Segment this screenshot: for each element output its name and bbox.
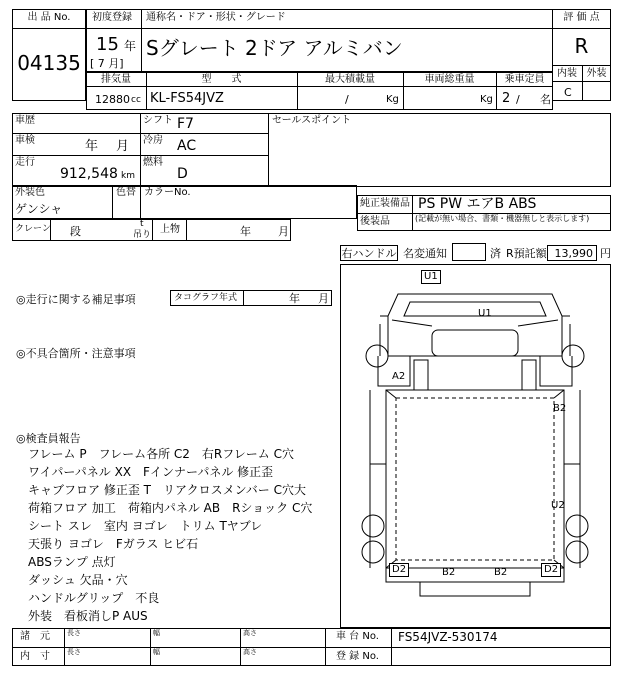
report-line: ハンドルグリップ 不良 (28, 591, 160, 605)
max-load-sep: / (345, 93, 349, 106)
interior-label: 内装 (557, 68, 577, 79)
displacement-unit: cc (131, 95, 141, 105)
color-change-label: 色替 (116, 187, 136, 198)
divider (412, 195, 413, 231)
mileage-value: 912,548 (60, 166, 118, 182)
mileage-unit: km (121, 171, 135, 181)
divider (243, 290, 244, 306)
damage-mark: B2 (442, 567, 456, 578)
report-line: フレーム P フレーム各所 C2 右Rフレーム C穴 (28, 447, 294, 461)
damage-mark: U2 (551, 500, 565, 511)
damage-mark: A2 (392, 371, 406, 382)
exterior-label: 外装 (586, 68, 607, 79)
tachograph-year: 年 (289, 292, 300, 305)
divider (240, 628, 241, 666)
crane-hook: 吊り (133, 230, 152, 240)
inspection-month: 月 (116, 139, 130, 154)
recycle-label: 済 (490, 247, 501, 260)
capacity-unit: 名 (540, 93, 551, 106)
chassis-label: 車 台 No. (336, 631, 379, 642)
gross-weight-unit: Kg (480, 94, 493, 105)
report-line: ワイパーパネル XX Fインナーパネル 修正歪 (28, 465, 274, 479)
inspector-report-label: ◎検査員報告 (16, 432, 81, 445)
handle-value: 右ハンドル (341, 247, 397, 260)
report-line: キャブフロア 修正歪 T リアクロスメンバー C穴大 (28, 483, 306, 497)
max-load-unit: Kg (386, 94, 399, 105)
damage-mark: D2 (389, 563, 409, 577)
divider (12, 647, 611, 648)
crane-ton: t (140, 219, 144, 229)
shift-label: シフト (143, 115, 173, 126)
divider (140, 185, 141, 219)
divider (86, 86, 553, 87)
max-load-label: 最大積載量 (325, 74, 375, 85)
registration-year-unit: 年 (124, 39, 137, 53)
model-name: Sグレート 2ドア アルミバン (146, 36, 403, 60)
width-label: 幅 (153, 648, 160, 656)
std-equipment-value: PS PW エアB ABS (418, 196, 537, 212)
divider (12, 155, 268, 156)
inspection-year: 年 (85, 139, 99, 154)
inspection-label: 車検 (15, 135, 35, 146)
mileage-label: 走行 (15, 157, 35, 168)
width-label: 幅 (153, 629, 160, 637)
fuel-value: D (177, 166, 188, 182)
divider (325, 628, 326, 666)
exterior-color-value: ゲンシャ (15, 202, 63, 216)
divider (391, 628, 392, 666)
aftermarket-label: 後装品 (360, 216, 390, 227)
shift-value: F7 (177, 116, 194, 132)
divider (12, 133, 268, 134)
divider (12, 28, 86, 29)
registration-month: [ 7 月] (90, 57, 124, 70)
sales-point-label: セールスポイント (272, 115, 352, 126)
divider (112, 185, 113, 219)
truck-diagram (340, 264, 611, 628)
recycle-fee-value: 13,990 (554, 247, 593, 260)
lot-number: 04135 (17, 51, 81, 75)
capacity-sep: / (516, 93, 520, 106)
report-line: ABSランプ 点灯 (28, 555, 116, 569)
name-change-box (452, 243, 486, 261)
damage-mark: U1 (478, 308, 492, 319)
damage-mark: B2 (553, 403, 567, 414)
length-label: 長さ (67, 629, 81, 637)
length-label: 長さ (67, 648, 81, 656)
displacement-value: 12880 (95, 93, 130, 106)
recycle-fee-label: R預託額 (506, 247, 547, 260)
divider (150, 628, 151, 666)
damage-mark: D2 (541, 563, 561, 577)
divider (64, 628, 65, 666)
damage-mark: B2 (494, 567, 508, 578)
score-label: 評 価 点 (563, 12, 600, 23)
lot-number-label: 出 品 No. (27, 12, 71, 23)
aftermarket-note: (記載が無い場合、書類・機器無しと表示します) (415, 214, 590, 223)
type-value: KL-FS54JVZ (150, 91, 224, 106)
registration-year: 15 (96, 34, 119, 55)
divider (186, 219, 187, 241)
defects-label: ◎不具合箇所・注意事項 (16, 347, 136, 360)
capacity-value: 2 (502, 91, 511, 106)
report-line: 荷箱フロア 加工 荷箱内パネル AB Rショック C穴 (28, 501, 313, 515)
inner-dims-label: 内 寸 (20, 651, 50, 662)
std-equipment-label: 純正装備品 (360, 198, 410, 209)
loading-label: 上物 (160, 224, 180, 235)
loading-year: 年 (240, 225, 251, 238)
specs-label: 諸 元 (20, 631, 50, 642)
ac-label: 冷房 (143, 135, 163, 146)
registration-number-label: 登 録 No. (336, 651, 379, 662)
height-label: 高さ (243, 629, 257, 637)
fuel-label: 燃料 (143, 157, 163, 168)
name-change-label: 名変通知 (403, 247, 447, 260)
loading-month: 月 (278, 225, 289, 238)
divider (140, 113, 141, 187)
supplement-label: ◎走行に関する補足事項 (16, 293, 136, 306)
color-code-label: カラーNo. (144, 187, 191, 198)
model-name-label: 通称名・ドア・形状・グレード (146, 12, 286, 23)
tachograph-label: タコグラフ年式 (174, 293, 238, 303)
height-label: 高さ (243, 648, 257, 656)
recycle-unit: 円 (600, 247, 611, 260)
divider (152, 219, 153, 241)
crane-stage: 段 (70, 225, 81, 238)
first-registration-label: 初度登録 (92, 12, 132, 23)
ac-value: AC (177, 138, 197, 154)
chassis-number: FS54JVZ-530174 (398, 630, 498, 644)
exterior-color-label: 外装色 (15, 187, 45, 198)
score-value: R (574, 34, 589, 58)
capacity-label: 乗車定員 (504, 74, 545, 85)
report-line: ダッシュ 欠品・穴 (28, 573, 128, 587)
interior-grade: C (564, 86, 572, 99)
gross-weight-label: 車両総重量 (424, 74, 475, 85)
report-line: 天張り ヨゴレ Fガラス ヒビ石 (28, 537, 199, 551)
divider (268, 113, 269, 187)
crane-label: クレーン (15, 224, 51, 234)
divider (552, 28, 611, 29)
type-label: 型 式 (201, 74, 242, 85)
history-label: 車歴 (15, 115, 35, 126)
tachograph-month: 月 (318, 292, 329, 305)
report-line: 外装 看板消しP AUS (28, 609, 148, 623)
damage-mark: U1 (421, 270, 441, 284)
report-line: シート スレ 室内 ヨゴレ トリム Tヤブレ (28, 519, 263, 533)
displacement-label: 排気量 (101, 74, 131, 85)
